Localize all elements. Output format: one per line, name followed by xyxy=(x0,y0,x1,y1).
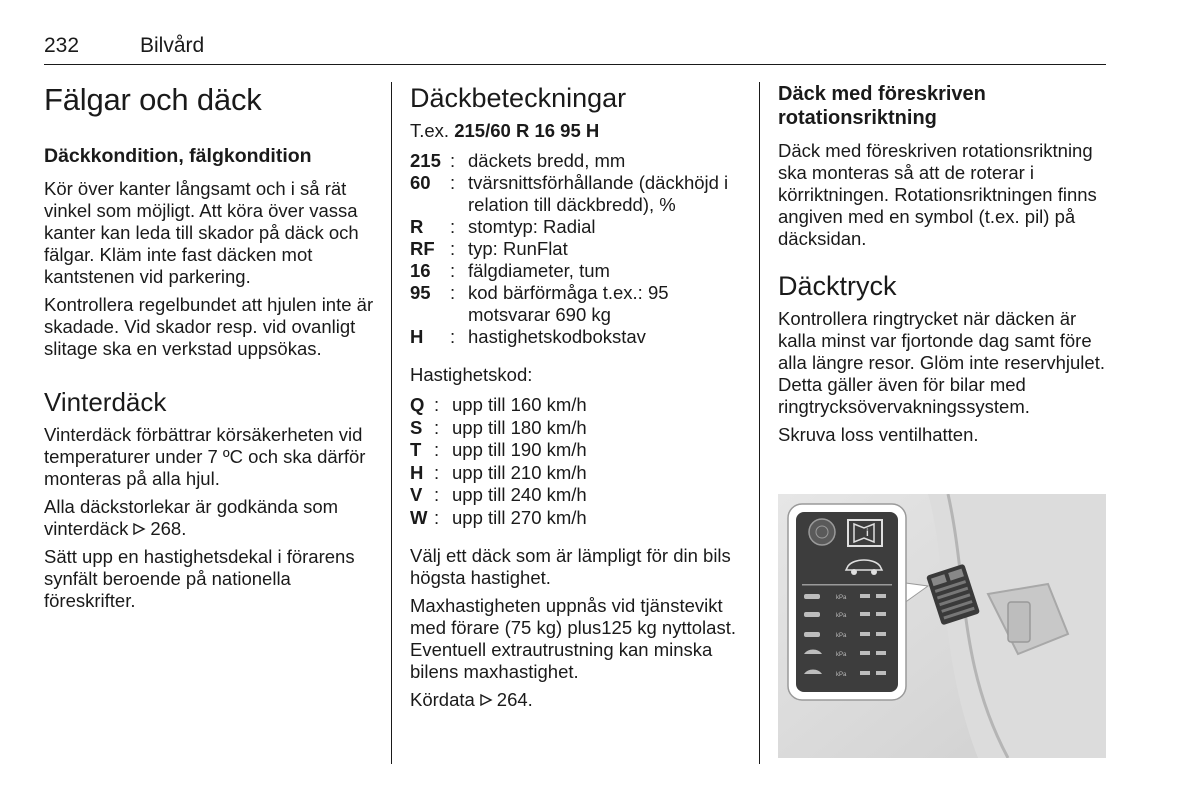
speed-description: upp till 160 km/h xyxy=(452,394,587,415)
tyre-pressure-label-photo xyxy=(778,494,1106,758)
speed-description: upp till 190 km/h xyxy=(452,439,587,460)
speed-row xyxy=(410,507,745,530)
example-prefix: T.ex. xyxy=(410,120,450,141)
speed-description: upp till 210 km/h xyxy=(452,461,587,483)
speed-separator: : xyxy=(434,461,440,483)
driving-data-reference xyxy=(410,689,745,711)
example-code: 215/60 R 16 95 H xyxy=(454,120,600,141)
spec-separator: : xyxy=(450,238,456,259)
pressure-paragraph-2: Skruva loss ventilhatten. xyxy=(778,424,979,445)
winter-paragraph-2-text: Alla däckstorlekar är godkända som vinterdäck xyxy=(44,496,339,539)
spec-code: 95 xyxy=(410,282,431,303)
label-unit: kPa xyxy=(836,672,847,678)
speed-row xyxy=(410,439,745,462)
speed-row xyxy=(410,417,745,440)
driving-data-text: Kördata xyxy=(410,689,475,710)
speed-list xyxy=(410,394,745,529)
spec-separator: : xyxy=(450,326,456,347)
winter-page-ref[interactable]: 268. xyxy=(150,518,187,539)
speed-row xyxy=(410,462,745,485)
spec-row xyxy=(410,150,745,172)
designations-paragraph-2: Maxhastigheten uppnås vid tjänstevikt med förare (75 kg) plus125 kg nyttolast. Eventuell extrautrustning kan minska bilens maxhastighet. xyxy=(410,595,736,682)
speed-code: T xyxy=(410,439,422,460)
page-reference-icon xyxy=(132,522,146,536)
winter-paragraph-3: Sätt upp en hastighetsdekal i förarens synfält beroende på nationella föreskrifter. xyxy=(44,546,355,611)
winter-paragraph-1: Vinterdäck förbättrar körsäkerheten vid temperaturer under 7 ºC och ska därför monteras på alla hjul. xyxy=(44,424,366,489)
spec-row xyxy=(410,216,745,238)
spec-row xyxy=(410,260,745,282)
example-line xyxy=(410,120,745,142)
svg-text:i: i xyxy=(866,528,869,539)
designations-paragraph-1: Välj ett däck som är lämpligt för din bils högsta hastighet. xyxy=(410,545,731,588)
spec-separator: : xyxy=(450,282,456,303)
condition-paragraph-2: Kontrollera regelbundet att hjulen inte är skadade. Vid skador resp. vid ovanligt slitage ska en verkstad uppsökas. xyxy=(44,294,374,359)
page-number: 232 xyxy=(44,34,80,57)
column-divider-1 xyxy=(391,82,392,764)
subheading-condition: Däckkondition, fälgkondition xyxy=(44,145,312,167)
spec-description: däckets bredd, mm xyxy=(468,150,626,171)
rotation-heading: Däck med föreskriven rotationsriktning xyxy=(778,83,986,129)
spec-description: typ: RunFlat xyxy=(468,238,568,259)
label-unit: kPa xyxy=(836,633,847,639)
designations-heading: Däckbeteckningar xyxy=(410,83,627,113)
page-reference-icon xyxy=(479,693,493,707)
spec-code: 16 xyxy=(410,260,431,281)
driving-data-page-ref[interactable]: 264. xyxy=(496,689,533,710)
spec-separator: : xyxy=(450,260,456,281)
spec-code: 215 xyxy=(410,150,441,171)
column-3 xyxy=(778,82,1106,446)
speed-code: W xyxy=(410,506,428,528)
speed-separator: : xyxy=(434,506,440,528)
speed-row xyxy=(410,394,745,417)
spec-code: RF xyxy=(410,238,435,259)
speed-code-label: Hastighetskod: xyxy=(410,364,533,385)
speed-code: S xyxy=(410,416,423,438)
column-divider-2 xyxy=(759,82,760,764)
speed-description: upp till 270 km/h xyxy=(452,506,587,528)
speed-code: Q xyxy=(410,394,425,415)
spec-separator: : xyxy=(450,216,456,237)
rotation-paragraph: Däck med föreskriven rotationsriktning ska monteras så att de roterar i körriktningen. Rotationsriktningen finns angiven med en symbol (t.ex. pil) på däcksidan. xyxy=(778,140,1097,249)
speed-separator: : xyxy=(434,416,440,438)
speed-separator: : xyxy=(434,439,440,460)
condition-paragraph-1: Kör över kanter långsamt och i så rät vinkel som möjligt. Att köra över vassa kanter kan leda till skador på däck och fälgar. Kläm inte fast däcken mot kantstenen vid parkering. xyxy=(44,178,359,287)
spec-list xyxy=(410,150,745,348)
column-1 xyxy=(44,82,374,612)
spec-description: stomtyp: Radial xyxy=(468,216,596,237)
winter-heading: Vinterdäck xyxy=(44,387,167,417)
speed-separator: : xyxy=(434,394,440,415)
spec-description: hastighetskodbokstav xyxy=(468,326,646,347)
spec-row xyxy=(410,238,745,260)
spec-description: kod bärförmåga t.ex.: 95 motsvarar 690 kg xyxy=(468,282,669,325)
speed-description: upp till 240 km/h xyxy=(452,484,587,505)
pressure-heading: Däcktryck xyxy=(778,271,897,301)
spec-row xyxy=(410,326,745,348)
winter-paragraph-2 xyxy=(44,496,374,540)
spec-row xyxy=(410,172,745,216)
speed-description: upp till 180 km/h xyxy=(452,416,587,438)
spec-code: H xyxy=(410,326,424,347)
spec-description: fälgdiameter, tum xyxy=(468,260,610,281)
column-2 xyxy=(410,82,745,711)
label-unit: kPa xyxy=(836,613,847,619)
pressure-paragraph-1: Kontrollera ringtrycket när däcken är kalla minst var fjortonde dag samt före alla längre resor. Glöm inte reservhjulet. Detta gäller även för bilar med ringtrycksövervakningssystem. xyxy=(778,308,1105,417)
spec-code: R xyxy=(410,216,424,237)
tyre-pressure-label-illustration xyxy=(778,494,1106,758)
spec-row xyxy=(410,282,745,326)
speed-code: H xyxy=(410,461,424,483)
speed-row xyxy=(410,484,745,507)
label-unit: kPa xyxy=(836,652,847,658)
spec-description: tvärsnittsförhållande (däckhöjd i relation till däckbredd), % xyxy=(468,172,729,215)
main-heading: Fälgar och däck xyxy=(44,82,262,117)
spec-separator: : xyxy=(450,172,456,193)
page-header xyxy=(44,34,1106,64)
section-title: Bilvård xyxy=(140,34,205,57)
header-divider xyxy=(44,64,1106,65)
spec-code: 60 xyxy=(410,172,431,193)
speed-separator: : xyxy=(434,484,440,505)
speed-code: V xyxy=(410,484,423,505)
spec-separator: : xyxy=(450,150,456,171)
label-unit: kPa xyxy=(836,595,847,601)
